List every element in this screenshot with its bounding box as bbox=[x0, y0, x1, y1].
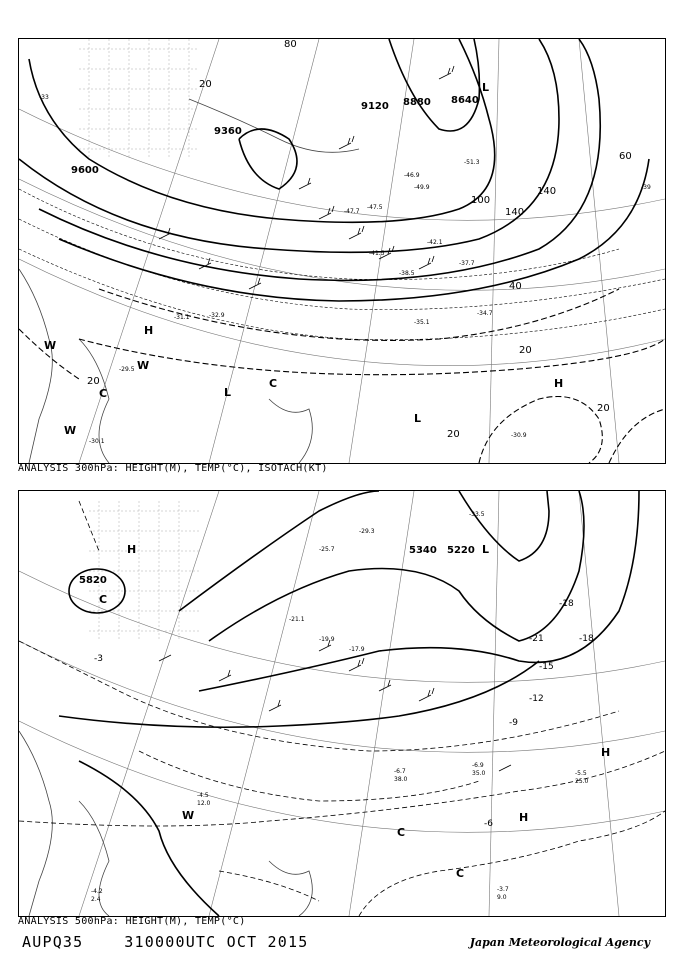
isotherm-label: -18 bbox=[559, 599, 574, 609]
temp-value: -32.9 bbox=[209, 312, 225, 319]
station-value: -33.5 bbox=[469, 511, 485, 518]
temp-value: -47.7 bbox=[344, 208, 360, 215]
temp-value: -34.7 bbox=[477, 310, 493, 317]
low-center: L bbox=[482, 543, 490, 556]
coastline-300 bbox=[19, 99, 359, 463]
station-value: -5.5 bbox=[575, 770, 587, 777]
station-value: -29.3 bbox=[359, 528, 375, 535]
temp-value: -46.9 bbox=[404, 172, 420, 179]
centers-500 bbox=[99, 543, 610, 880]
station-value: -4.5 bbox=[197, 792, 209, 799]
station-value: -6.7 bbox=[394, 768, 406, 775]
isotherm-label: -18 bbox=[579, 634, 594, 644]
centers-300 bbox=[44, 81, 563, 437]
isotach-label: 20 bbox=[87, 376, 100, 387]
isotherm-label: -15 bbox=[539, 662, 554, 672]
station-value: 2.4 bbox=[91, 896, 101, 903]
isotherm-label: -21 bbox=[529, 634, 544, 644]
temp-value: -41.5 bbox=[369, 250, 385, 257]
temp-value: -49.9 bbox=[414, 184, 430, 191]
height-label: 8880 bbox=[403, 97, 431, 108]
high-center: H bbox=[127, 543, 137, 556]
height-labels-300 bbox=[71, 95, 479, 176]
cold-center: C bbox=[269, 377, 278, 390]
isotach-label: 40 bbox=[509, 281, 522, 292]
low-center: L bbox=[482, 81, 490, 94]
height-label: 5220 bbox=[447, 545, 475, 556]
wind-barbs-500 bbox=[159, 640, 511, 771]
high-center: H bbox=[144, 324, 154, 337]
height-label: 9120 bbox=[361, 101, 389, 112]
station-value: 9.0 bbox=[497, 894, 507, 901]
temp-value: -38.5 bbox=[399, 270, 415, 277]
low-center: L bbox=[414, 412, 422, 425]
cold-center: C bbox=[456, 867, 465, 880]
map-500hpa bbox=[18, 490, 666, 917]
temp-value: -30.1 bbox=[89, 438, 105, 445]
high-center: H bbox=[601, 746, 611, 759]
isotach-label: 140 bbox=[537, 186, 557, 197]
cold-center: C bbox=[99, 593, 108, 606]
height-label: 9600 bbox=[71, 165, 99, 176]
low-center: L bbox=[224, 386, 232, 399]
cold-center: C bbox=[397, 826, 406, 839]
dataless-grid-300 bbox=[79, 39, 199, 159]
warm-center: W bbox=[44, 339, 57, 352]
map-300hpa bbox=[18, 38, 666, 464]
height-label: 9360 bbox=[214, 126, 242, 137]
isotach-label: 20 bbox=[597, 403, 610, 414]
warm-center: W bbox=[182, 809, 195, 822]
station-value: 12.0 bbox=[197, 800, 211, 807]
isotach-label: 80 bbox=[284, 39, 297, 50]
temp-value: -47.5 bbox=[367, 204, 383, 211]
isotherm-label: -9 bbox=[509, 718, 518, 728]
cold-center: C bbox=[99, 387, 108, 400]
caption-300hpa: ANALYSIS 300hPa: HEIGHT(M), TEMP(°C), ISOTACH(KT) bbox=[18, 463, 328, 474]
station-values-500 bbox=[91, 511, 589, 903]
isotach-label: 60 bbox=[619, 151, 632, 162]
map-300hpa-svg bbox=[19, 39, 665, 463]
warm-center: W bbox=[137, 359, 150, 372]
isotherm-label: -12 bbox=[529, 694, 544, 704]
temp-value: -30.9 bbox=[511, 432, 527, 439]
station-value: -6.9 bbox=[472, 762, 484, 769]
station-value: 38.0 bbox=[394, 776, 408, 783]
isotherm-label: -3 bbox=[94, 654, 103, 664]
station-value: 25.0 bbox=[575, 778, 589, 785]
height-label: 5340 bbox=[409, 545, 437, 556]
chart-code-timestamp: AUPQ35 310000UTC OCT 2015 bbox=[22, 933, 309, 951]
isotherm-label: -6 bbox=[484, 819, 493, 829]
isotherms-500 bbox=[19, 501, 665, 916]
station-value: -19.9 bbox=[319, 636, 335, 643]
high-center: H bbox=[554, 377, 564, 390]
graticule-500 bbox=[19, 491, 665, 916]
temp-value: -31.1 bbox=[174, 314, 190, 321]
isotach-label: 100 bbox=[471, 195, 491, 206]
agency-name: Japan Meteorological Agency bbox=[469, 936, 650, 949]
graticule-300 bbox=[19, 39, 665, 463]
dataless-grid-500 bbox=[89, 501, 199, 641]
isotach-label: 20 bbox=[447, 429, 460, 440]
map-500hpa-svg bbox=[19, 491, 665, 916]
station-value: -3.7 bbox=[497, 886, 509, 893]
station-value: -25.7 bbox=[319, 546, 335, 553]
temp-value: -35.1 bbox=[414, 319, 430, 326]
high-center: H bbox=[519, 811, 529, 824]
isotach-label: 140 bbox=[505, 207, 525, 218]
isotachs-300 bbox=[19, 289, 665, 463]
isotach-label: 20 bbox=[199, 79, 212, 90]
height-label: 5820 bbox=[79, 575, 107, 586]
temp-values-300 bbox=[39, 94, 651, 445]
height-contours-300 bbox=[19, 39, 649, 301]
temp-value: -42.1 bbox=[427, 239, 443, 246]
isotach-labels-300 bbox=[87, 39, 632, 440]
temp-value: -29.5 bbox=[119, 366, 135, 373]
temp-value: -33 bbox=[39, 94, 49, 101]
temp-value: -51.3 bbox=[464, 159, 480, 166]
temp-value: -39 bbox=[641, 184, 651, 191]
height-contours-500 bbox=[59, 491, 639, 916]
warm-center: W bbox=[64, 424, 77, 437]
station-value: -17.9 bbox=[349, 646, 365, 653]
station-value: 35.0 bbox=[472, 770, 486, 777]
caption-500hpa: ANALYSIS 500hPa: HEIGHT(M), TEMP(°C) bbox=[18, 916, 246, 927]
temp-value: -37.7 bbox=[459, 260, 475, 267]
station-value: -21.1 bbox=[289, 616, 305, 623]
isotach-label: 20 bbox=[519, 345, 532, 356]
station-value: -4.2 bbox=[91, 888, 103, 895]
height-label: 8640 bbox=[451, 95, 479, 106]
